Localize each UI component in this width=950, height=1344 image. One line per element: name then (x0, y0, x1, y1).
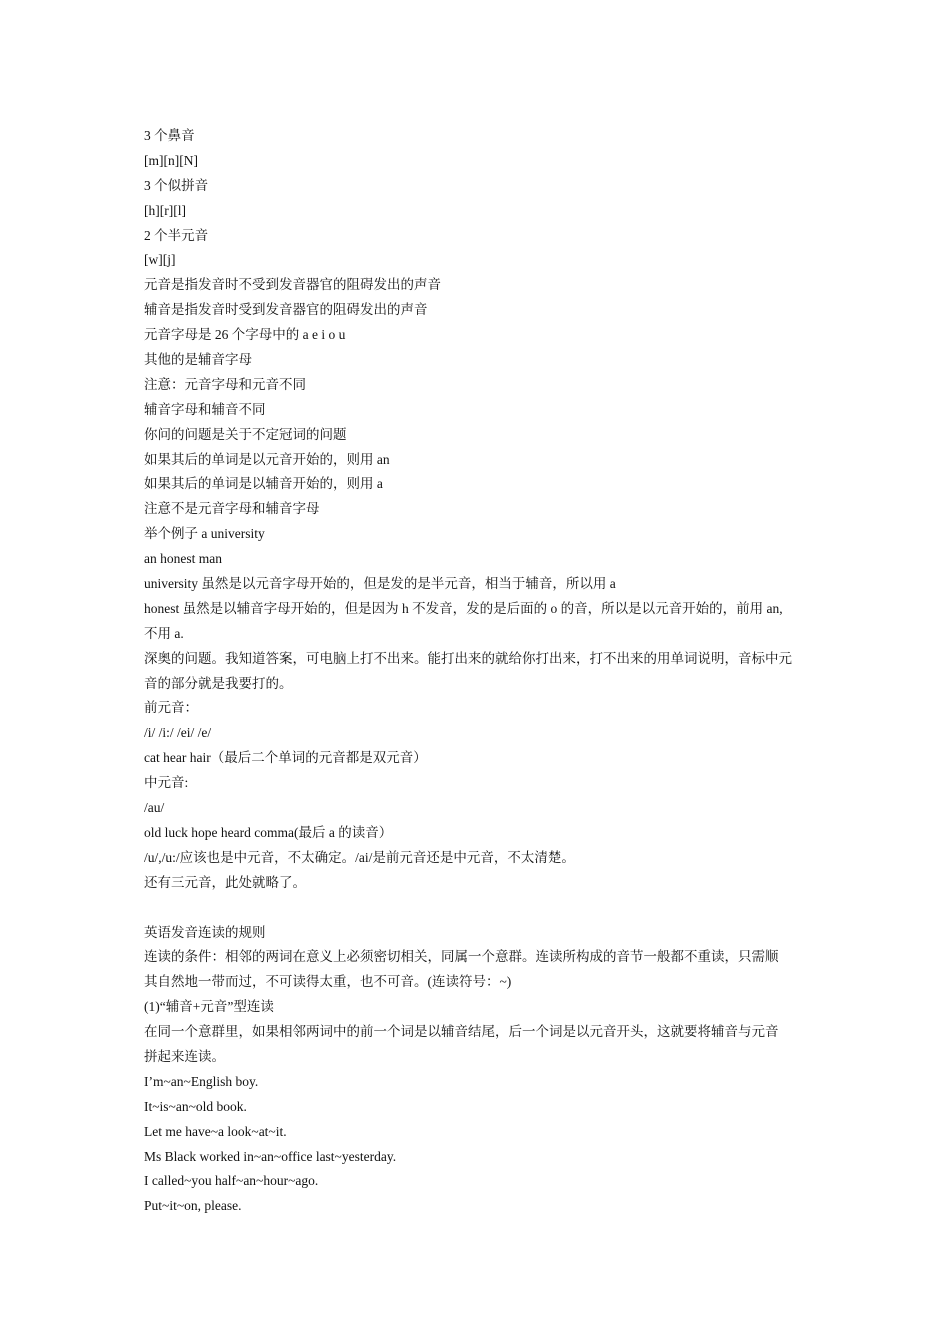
text-line: I’m~an~English boy. (144, 1073, 259, 1089)
text-line: old luck hope heard comma(最后 a 的读音） (144, 824, 393, 840)
text-line: 3 个似拼音 (144, 177, 209, 193)
text-line: It~is~an~old book. (144, 1098, 247, 1114)
text-line: /i/ /i:/ /ei/ /e/ (144, 725, 212, 741)
text-line: 2 个半元音 (144, 227, 209, 243)
text-line: university 虽然是以元音字母开始的，但是发的是半元音，相当于辅音，所以用 a (144, 576, 616, 592)
text-line: I called~you half~an~hour~ago. (144, 1173, 319, 1189)
text-line: 深奥的问题。我知道答案，可电脑上打不出来。能打出来的就给你打出来，打不出来的用单词说明，音标中元 (144, 650, 792, 666)
text-line: 元音字母是 26 个字母中的 a e i o u (144, 327, 346, 343)
text-line: 中元音: (144, 775, 189, 791)
text-line: /au/ (144, 800, 165, 816)
text-line: Ms Black worked in~an~office last~yesterday. (144, 1148, 397, 1164)
blank-line (144, 896, 808, 921)
text-line: [w][j] (144, 252, 176, 268)
text-line: (1)“辅音+元音”型连读 (144, 999, 274, 1015)
text-line: 拼起来连读。 (144, 1048, 225, 1064)
text-line: 连读的条件：相邻的两词在意义上必须密切相关，同属一个意群。连读所构成的音节一般都不重读，只需顺 (144, 949, 779, 965)
text-line: Put~it~on, please. (144, 1198, 242, 1214)
text-line: 如果其后的单词是以元音开始的，则用 an (144, 451, 390, 467)
text-line: 注意不是元音字母和辅音字母 (144, 501, 320, 517)
text-line: 前元音： (144, 700, 198, 716)
text-line: 其自然地一带而过，不可读得太重，也不可音。(连读符号：~) (144, 974, 512, 990)
text-line: 英语发音连读的规则 (144, 924, 266, 940)
text-line: 注意：元音字母和元音不同 (144, 376, 306, 392)
text-line: /u/,/u:/应该也是中元音，不太确定。/ai/是前元音还是中元音，不太清楚。 (144, 849, 575, 865)
text-line: 还有三元音，此处就略了。 (144, 874, 306, 890)
document-page (144, 124, 808, 1219)
text-line: 如果其后的单词是以辅音开始的，则用 a (144, 476, 383, 492)
text-line: 3 个鼻音 (144, 128, 195, 143)
text-line: honest 虽然是以辅音字母开始的，但是因为 h 不发音，发的是后面的 o 的音，所以是以元音开始的，前用 an, (144, 600, 783, 616)
text-line: 辅音是指发音时受到发音器官的阻碍发出的声音 (144, 302, 428, 318)
text-line: 元音是指发音时不受到发音器官的阻碍发出的声音 (144, 277, 441, 293)
text-line: Let me have~a look~at~it. (144, 1123, 287, 1139)
text-line: 其他的是辅音字母 (144, 352, 252, 368)
text-line: 在同一个意群里，如果相邻两词中的前一个词是以辅音结尾，后一个词是以元音开头，这就要将辅音与元音 (144, 1024, 779, 1040)
text-line: 音的部分就是我要打的。 (144, 675, 293, 691)
text-line: an honest man (144, 551, 222, 567)
text-line: [m][n][N] (144, 152, 198, 168)
text-line: cat hear hair（最后二个单词的元音都是双元音） (144, 750, 427, 766)
text-line: 不用 a. (144, 625, 184, 641)
text-line: [h][r][l] (144, 202, 186, 218)
text-line: 举个例子 a university (144, 526, 265, 542)
text-line: 辅音字母和辅音不同 (144, 401, 266, 417)
text-line: 你问的问题是关于不定冠词的问题 (144, 426, 347, 442)
